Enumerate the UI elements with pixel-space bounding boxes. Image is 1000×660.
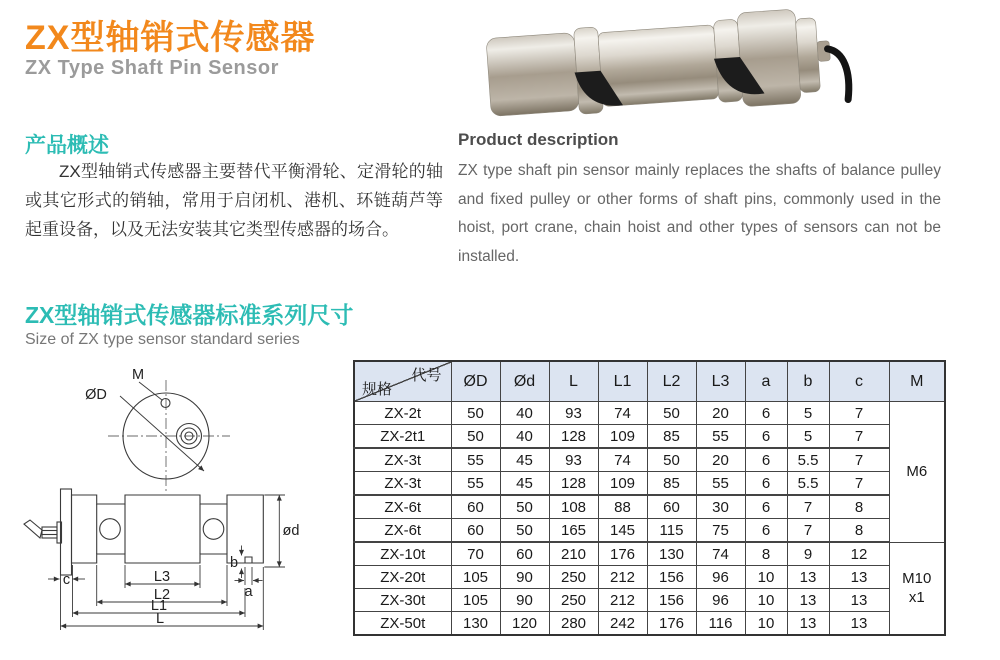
corner-label-spec: 规格 bbox=[362, 381, 393, 398]
dim-label-L: L bbox=[155, 611, 165, 627]
value-cell: 60 bbox=[451, 495, 500, 519]
dim-label-M: M bbox=[131, 367, 145, 383]
column-header: ØD bbox=[451, 361, 500, 402]
value-cell: 10 bbox=[745, 566, 787, 589]
dim-label-OD: ØD bbox=[85, 387, 107, 403]
thread-spec-line2: x1 bbox=[908, 589, 925, 607]
value-cell: 60 bbox=[647, 495, 696, 519]
dim-label-L2: L2 bbox=[153, 587, 171, 603]
value-cell: 6 bbox=[745, 472, 787, 496]
dim-label-a: a bbox=[244, 584, 253, 600]
table-row bbox=[354, 542, 945, 566]
dim-label-L3: L3 bbox=[153, 569, 171, 585]
value-cell: 90 bbox=[500, 589, 549, 612]
table-row bbox=[354, 402, 945, 425]
value-cell: 7 bbox=[829, 472, 889, 496]
value-cell: 5 bbox=[787, 425, 829, 449]
column-header: L3 bbox=[696, 361, 745, 402]
value-cell: 116 bbox=[696, 612, 745, 636]
value-cell: 96 bbox=[696, 566, 745, 589]
value-cell: 5.5 bbox=[787, 472, 829, 496]
value-cell: 60 bbox=[500, 542, 549, 566]
value-cell: 7 bbox=[829, 402, 889, 425]
table-header-row bbox=[354, 361, 945, 402]
model-cell: ZX-2t bbox=[354, 402, 451, 425]
sensor-cylinder bbox=[485, 6, 849, 122]
value-cell: 74 bbox=[598, 448, 647, 472]
value-cell: 8 bbox=[829, 519, 889, 543]
thread-spec-cell bbox=[889, 542, 945, 635]
table-row bbox=[354, 472, 945, 496]
thread-spec-line1: M10 bbox=[902, 570, 932, 588]
value-cell: 50 bbox=[500, 519, 549, 543]
value-cell: 10 bbox=[745, 612, 787, 636]
value-cell: 212 bbox=[598, 566, 647, 589]
corner-header-cell bbox=[354, 361, 451, 402]
value-cell: 13 bbox=[787, 612, 829, 636]
model-cell: ZX-3t bbox=[354, 472, 451, 496]
value-cell: 156 bbox=[647, 566, 696, 589]
value-cell: 7 bbox=[787, 495, 829, 519]
value-cell: 20 bbox=[696, 402, 745, 425]
value-cell: 130 bbox=[647, 542, 696, 566]
dim-label-L1: L1 bbox=[150, 598, 168, 614]
value-cell: 280 bbox=[549, 612, 598, 636]
top-view bbox=[85, 367, 230, 492]
value-cell: 93 bbox=[549, 448, 598, 472]
value-cell: 6 bbox=[745, 519, 787, 543]
value-cell: 212 bbox=[598, 589, 647, 612]
value-cell: 13 bbox=[787, 589, 829, 612]
value-cell: 128 bbox=[549, 425, 598, 449]
value-cell: 30 bbox=[696, 495, 745, 519]
value-cell: 250 bbox=[549, 566, 598, 589]
table-row bbox=[354, 519, 945, 543]
value-cell: 5 bbox=[787, 402, 829, 425]
value-cell: 96 bbox=[696, 589, 745, 612]
value-cell: 210 bbox=[549, 542, 598, 566]
value-cell: 6 bbox=[745, 402, 787, 425]
value-cell: 85 bbox=[647, 472, 696, 496]
model-cell: ZX-3t bbox=[354, 448, 451, 472]
table-row bbox=[354, 495, 945, 519]
dim-label-c: c bbox=[62, 572, 71, 588]
model-cell: ZX-6t bbox=[354, 495, 451, 519]
value-cell: 176 bbox=[647, 612, 696, 636]
value-cell: 115 bbox=[647, 519, 696, 543]
value-cell: 75 bbox=[696, 519, 745, 543]
value-cell: 6 bbox=[745, 495, 787, 519]
value-cell: 8 bbox=[745, 542, 787, 566]
value-cell: 74 bbox=[696, 542, 745, 566]
sizes-heading-en: Size of ZX type sensor standard series bbox=[25, 331, 300, 348]
overview-body-en: ZX type shaft pin sensor mainly replaces the shafts of balance pulley and fixed pulley or other forms of shaft pins, commonly used in the hoist, port crane, chain hoist and other types of sensors can not be installed. bbox=[458, 162, 941, 265]
value-cell: 105 bbox=[451, 589, 500, 612]
value-cell: 6 bbox=[745, 448, 787, 472]
column-header: L2 bbox=[647, 361, 696, 402]
column-header: Ød bbox=[500, 361, 549, 402]
thread-spec-line1: M6 bbox=[906, 463, 928, 481]
column-header: c bbox=[829, 361, 889, 402]
sensor-cable bbox=[828, 48, 850, 101]
value-cell: 60 bbox=[451, 519, 500, 543]
value-cell: 128 bbox=[549, 472, 598, 496]
value-cell: 40 bbox=[500, 402, 549, 425]
value-cell: 55 bbox=[451, 448, 500, 472]
product-photo bbox=[478, 0, 858, 122]
value-cell: 130 bbox=[451, 612, 500, 636]
value-cell: 13 bbox=[829, 612, 889, 636]
value-cell: 55 bbox=[696, 425, 745, 449]
value-cell: 5.5 bbox=[787, 448, 829, 472]
model-cell: ZX-20t bbox=[354, 566, 451, 589]
column-header: L1 bbox=[598, 361, 647, 402]
page-title: ZX型轴销式传感器 bbox=[25, 19, 316, 57]
value-cell: 45 bbox=[500, 448, 549, 472]
value-cell: 9 bbox=[787, 542, 829, 566]
value-cell: 7 bbox=[787, 519, 829, 543]
value-cell: 50 bbox=[647, 448, 696, 472]
column-header: L bbox=[549, 361, 598, 402]
dim-label-b: b bbox=[229, 555, 239, 571]
value-cell: 50 bbox=[647, 402, 696, 425]
value-cell: 120 bbox=[500, 612, 549, 636]
value-cell: 109 bbox=[598, 425, 647, 449]
value-cell: 105 bbox=[451, 566, 500, 589]
dim-label-od-side: ød bbox=[282, 523, 300, 539]
table-row bbox=[354, 448, 945, 472]
value-cell: 50 bbox=[451, 402, 500, 425]
value-cell: 55 bbox=[696, 472, 745, 496]
value-cell: 8 bbox=[829, 495, 889, 519]
value-cell: 109 bbox=[598, 472, 647, 496]
sizes-heading-cn: ZX型轴销式传感器标准系列尺寸 bbox=[25, 302, 354, 328]
table-row bbox=[354, 589, 945, 612]
page-subtitle: ZX Type Shaft Pin Sensor bbox=[25, 57, 279, 79]
value-cell: 45 bbox=[500, 472, 549, 496]
value-cell: 165 bbox=[549, 519, 598, 543]
value-cell: 90 bbox=[500, 566, 549, 589]
corner-label-code: 代号 bbox=[411, 367, 442, 384]
value-cell: 40 bbox=[500, 425, 549, 449]
overview-heading-en: Product description bbox=[458, 130, 619, 149]
value-cell: 7 bbox=[829, 448, 889, 472]
overview-body-cn: ZX型轴销式传感器主要替代平衡滑轮、定滑轮的轴或其它形式的销轴，常用于启闭机、港机、环链葫芦等起重设备，以及无法安装其它类型传感器的场合。 bbox=[25, 162, 443, 239]
value-cell: 145 bbox=[598, 519, 647, 543]
value-cell: 50 bbox=[500, 495, 549, 519]
value-cell: 20 bbox=[696, 448, 745, 472]
value-cell: 13 bbox=[829, 589, 889, 612]
value-cell: 13 bbox=[787, 566, 829, 589]
column-header: M bbox=[889, 361, 945, 402]
value-cell: 108 bbox=[549, 495, 598, 519]
model-cell: ZX-10t bbox=[354, 542, 451, 566]
value-cell: 156 bbox=[647, 589, 696, 612]
value-cell: 13 bbox=[829, 566, 889, 589]
model-cell: ZX-30t bbox=[354, 589, 451, 612]
column-header: a bbox=[745, 361, 787, 402]
thread-spec-cell bbox=[889, 402, 945, 543]
value-cell: 10 bbox=[745, 589, 787, 612]
value-cell: 6 bbox=[745, 425, 787, 449]
table-row bbox=[354, 425, 945, 449]
model-cell: ZX-6t bbox=[354, 519, 451, 543]
value-cell: 74 bbox=[598, 402, 647, 425]
cable-exit bbox=[24, 520, 42, 538]
table-row bbox=[354, 612, 945, 636]
value-cell: 242 bbox=[598, 612, 647, 636]
value-cell: 12 bbox=[829, 542, 889, 566]
model-cell: ZX-50t bbox=[354, 612, 451, 636]
value-cell: 250 bbox=[549, 589, 598, 612]
side-view bbox=[24, 489, 299, 630]
table-row bbox=[354, 566, 945, 589]
overview-heading-cn: 产品概述 bbox=[25, 134, 109, 157]
column-header: b bbox=[787, 361, 829, 402]
value-cell: 85 bbox=[647, 425, 696, 449]
value-cell: 55 bbox=[451, 472, 500, 496]
model-cell: ZX-2t1 bbox=[354, 425, 451, 449]
value-cell: 70 bbox=[451, 542, 500, 566]
value-cell: 7 bbox=[829, 425, 889, 449]
value-cell: 50 bbox=[451, 425, 500, 449]
value-cell: 88 bbox=[598, 495, 647, 519]
value-cell: 176 bbox=[598, 542, 647, 566]
value-cell: 93 bbox=[549, 402, 598, 425]
technical-drawing bbox=[8, 352, 308, 644]
dimension-table bbox=[353, 360, 946, 636]
